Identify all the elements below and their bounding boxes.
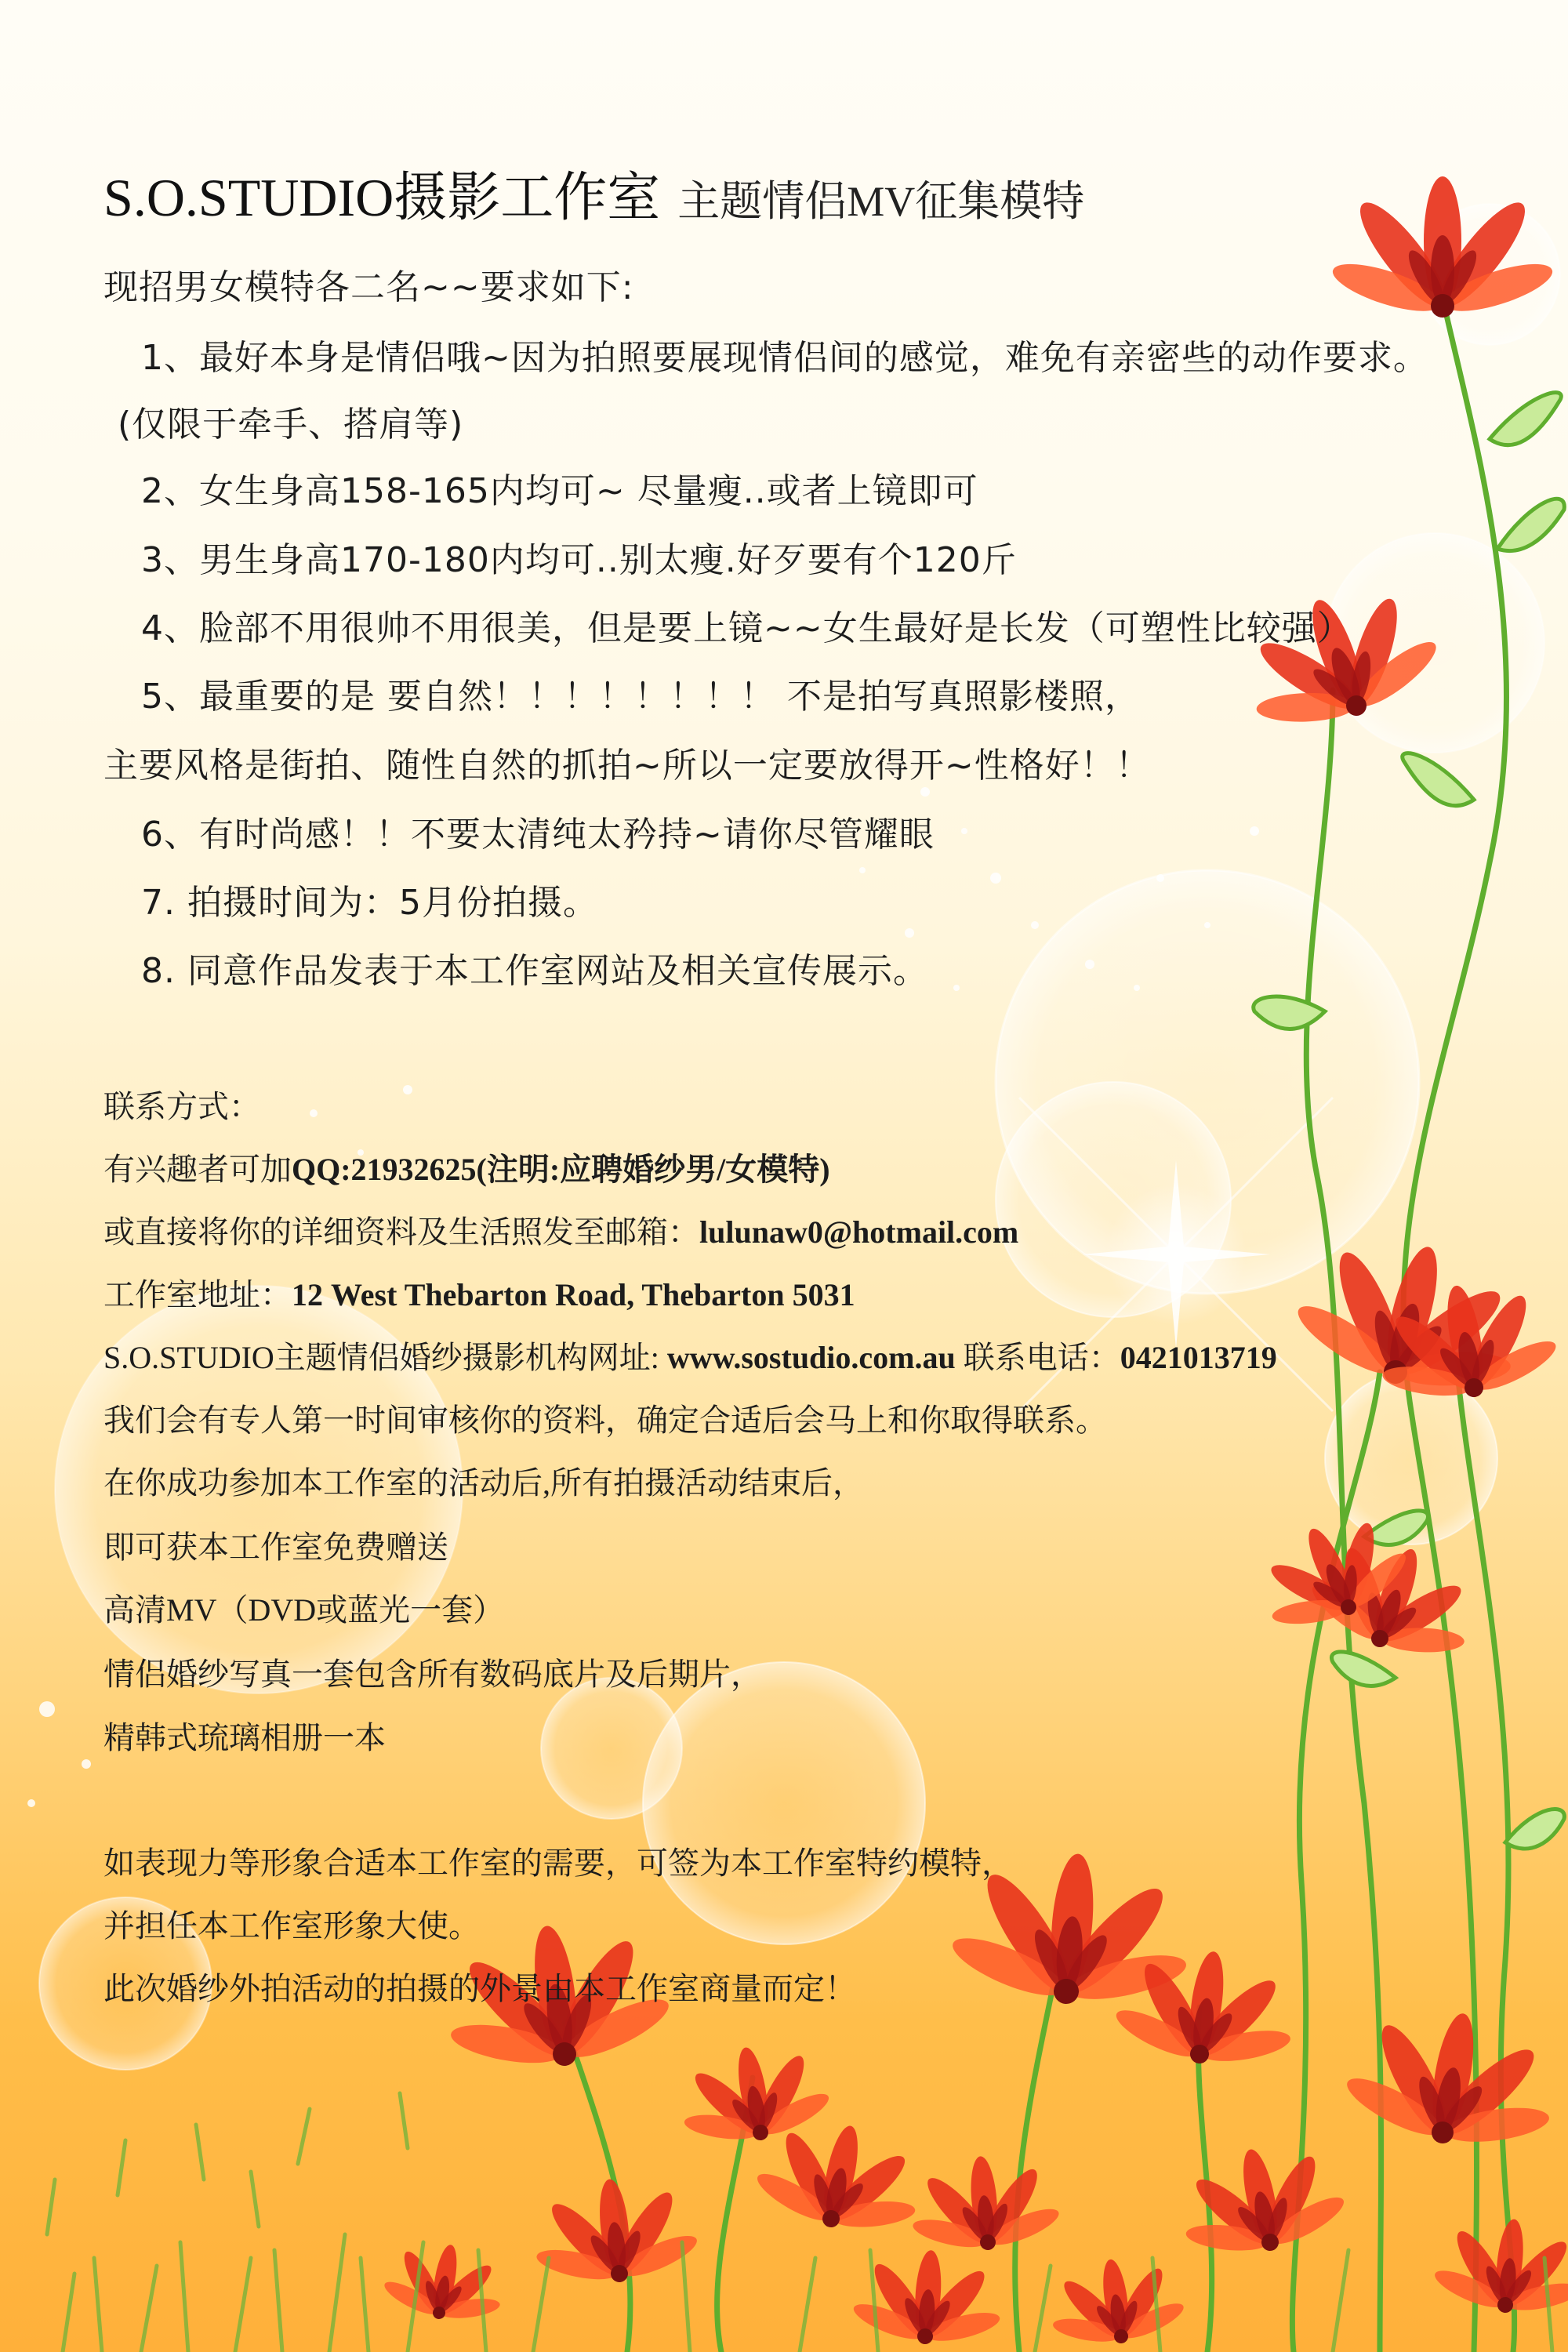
requirement-item-4: 4、脸部不用很帅不用很美，但是要上镜~~女生最好是长发（可塑性比较强） <box>141 608 1352 648</box>
requirement-item-1-note: (仅限于牵手、搭肩等) <box>118 405 464 445</box>
contact-phone-label: 联系电话： <box>963 1340 1120 1375</box>
contact-heading: 联系方式： <box>103 1089 260 1124</box>
requirement-item-6: 6、有时尚感！！不要太清纯太矜持~请你尽管耀眼 <box>141 815 935 855</box>
benefit-line-3: 即可获本工作室免费赠送 <box>103 1530 448 1565</box>
requirement-item-2: 2、女生身高158-165内均可~ 尽量瘦..或者上镜即可 <box>141 471 978 511</box>
title-subtitle: 主题情侣MV征集模特 <box>677 178 1085 225</box>
requirement-item-3: 3、男生身高170-180内均可..别太瘦.好歹要有个120斤 <box>141 540 1017 580</box>
requirement-item-5: 5、最重要的是 要自然！！！！！！！！ 不是拍写真照影楼照， <box>141 677 1140 717</box>
requirement-item-7: 7. 拍摄时间为：5月份拍摄。 <box>141 883 598 923</box>
contact-address-value: 12 West Thebarton Road, Thebarton 5031 <box>292 1277 855 1312</box>
benefit-line-1: 我们会有专人第一时间审核你的资料，确定合适后会马上和你取得联系。 <box>103 1403 1107 1438</box>
website-link[interactable]: www.sostudio.com.au <box>659 1340 964 1375</box>
requirements-intro: 现招男女模特各二名~~要求如下: <box>103 267 634 307</box>
contact-address-label: 工作室地址： <box>103 1277 292 1312</box>
page-title <box>103 155 1084 231</box>
benefit-line-2: 在你成功参加本工作室的活动后,所有拍摄活动结束后， <box>103 1465 864 1501</box>
contact-qq-label: 有兴趣者可加 <box>103 1152 292 1187</box>
benefit-line-6: 精韩式琉璃相册一本 <box>103 1720 386 1755</box>
closing-line-3: 此次婚纱外拍活动的拍摄的外景由本工作室商量而定！ <box>103 1971 856 2006</box>
contact-website-phone <box>103 1333 1277 1377</box>
contact-website-label: S.O.STUDIO主题情侣婚纱摄影机构网址: <box>103 1340 659 1375</box>
requirement-item-5-continued: 主要风格是街拍、随性自然的抓拍~所以一定要放得开~性格好！！ <box>103 746 1151 786</box>
studio-name: S.O.STUDIO摄影工作室 <box>103 168 661 227</box>
closing-line-1: 如表现力等形象合适本工作室的需要，可签为本工作室特约模特， <box>103 1846 1013 1881</box>
contact-address <box>103 1270 855 1315</box>
contact-phone-value: 0421013719 <box>1120 1340 1277 1375</box>
requirement-item-1: 1、最好本身是情侣哦~因为拍照要展现情侣间的感觉，难免有亲密些的动作要求。 <box>141 338 1428 378</box>
benefit-line-4: 高清MV（DVD或蓝光一套） <box>103 1592 505 1628</box>
benefit-line-5: 情侣婚纱写真一套包含所有数码底片及后期片， <box>103 1657 762 1692</box>
closing-line-2: 并担任本工作室形象大使。 <box>103 1908 480 1944</box>
email-link[interactable]: lulunaw0@hotmail.com <box>699 1214 1019 1250</box>
contact-email <box>103 1207 1018 1252</box>
requirement-item-8: 8. 同意作品发表于本工作室网站及相关宣传展示。 <box>141 951 928 991</box>
contact-email-label: 或直接将你的详细资料及生活照发至邮箱： <box>103 1214 699 1250</box>
contact-qq-value: QQ:21932625(注明:应聘婚纱男/女模特) <box>292 1152 830 1187</box>
contact-qq <box>103 1145 830 1189</box>
